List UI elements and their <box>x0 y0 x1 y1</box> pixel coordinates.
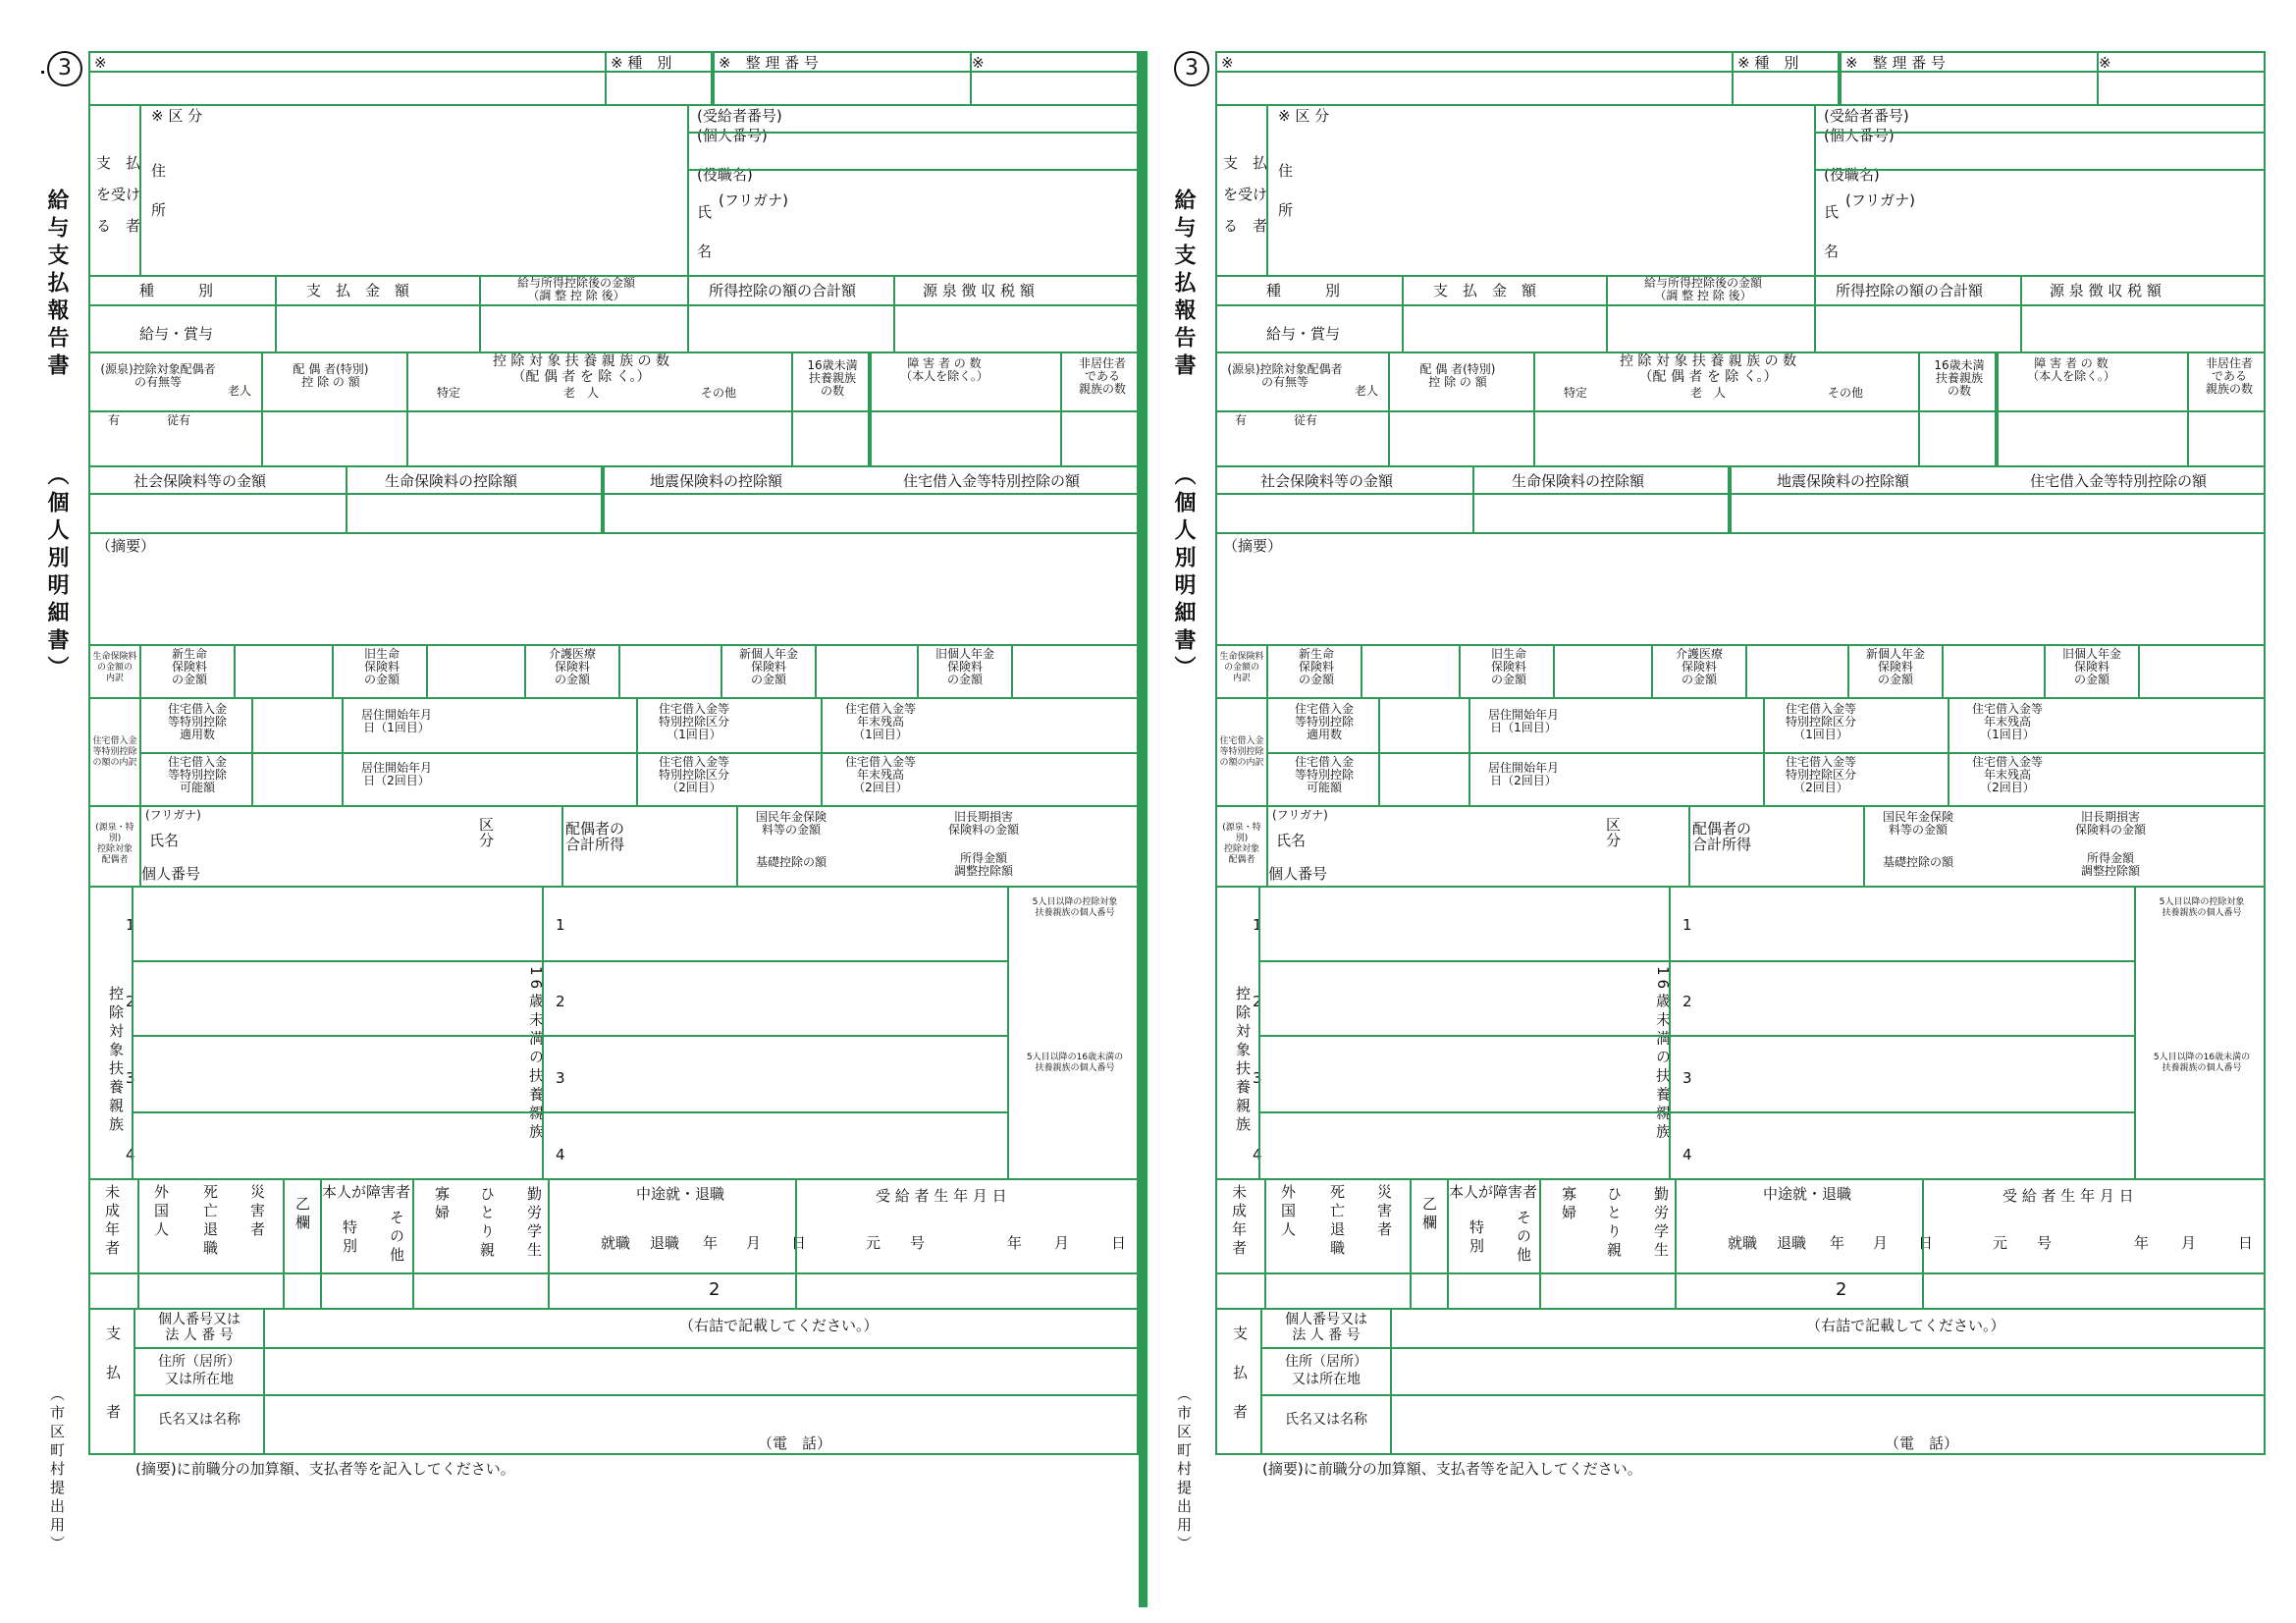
special-spouse-label: 配 偶 者(特別) 控 除 の 額 <box>1419 362 1496 389</box>
birth-month: 月 <box>2181 1234 2197 1252</box>
old-life: 旧生命 保険料 の金額 <box>363 647 400 686</box>
old-life: 旧生命 保険料 の金額 <box>1490 647 1526 686</box>
has-label: 有 <box>107 413 120 427</box>
dependent-no-3: 3 <box>126 1069 135 1087</box>
col-deduction: 所得控除の額の合計額 <box>1836 282 1984 299</box>
dependents-title: 控 除 対 象 扶 養 親 族 の 数 （配 偶 者 を 除 く。） <box>1619 353 1797 385</box>
ref-label: ※ 整 理 番 号 <box>1845 54 1946 72</box>
payer-address: 住所（居所） 又は所在地 <box>158 1354 240 1387</box>
old-label: 老 人 <box>1689 386 1726 400</box>
dependent-no-1: 1 <box>126 916 135 934</box>
dependent-no-4: 4 <box>1253 1146 1262 1163</box>
housing-bal2: 住宅借入金等 年末残高 （2回目） <box>844 755 916 794</box>
receiver-label: 支 払 を受け る 者 <box>1223 154 1268 235</box>
u16-no-2: 2 <box>1682 993 1692 1010</box>
birth-day: 日 <box>2238 1234 2254 1252</box>
follow-label: 従有 <box>166 413 190 427</box>
spouse-detail-label: (源泉・特別) 控除対象 配偶者 <box>95 823 134 865</box>
housing-applicable: 住宅借入金 等特別控除 適用数 <box>167 702 227 741</box>
housing-possible: 住宅借入金 等特別控除 可能額 <box>167 755 227 794</box>
status-student: 勤労学生 <box>525 1186 543 1261</box>
status-disaster: 災害者 <box>1375 1184 1393 1240</box>
spouse-name: 氏名 <box>1276 832 1307 849</box>
note-fifth-dependent: 5人目以降の控除対象 扶養親族の個人番号 <box>1032 897 1118 918</box>
new-pension: 新個人年金 保険料 の金額 <box>738 647 798 686</box>
disabled-label: 障 害 者 の 数 （本人を除く。） <box>900 356 988 383</box>
life-detail-label: 生命保険料 の金額の 内訳 <box>1219 652 1264 683</box>
insurance-social: 社会保険料等の金額 <box>1260 472 1394 490</box>
position-label: (役職名) <box>1824 166 1880 184</box>
has-label: 有 <box>1234 413 1247 427</box>
housing-class2: 住宅借入金等 特別控除区分 （2回目） <box>1785 755 1856 794</box>
status-other: その他 <box>1515 1210 1532 1266</box>
spouse-personal-no: 個人番号 <box>141 865 201 883</box>
housing-start2: 居住開始年月 日（2回目） <box>360 761 432 787</box>
status-month: 月 <box>1873 1234 1889 1252</box>
income-adjust: 所得金額 調整控除額 <box>953 851 1013 878</box>
housing-class1: 住宅借入金等 特別控除区分 （1回目） <box>1785 702 1856 741</box>
payer-number: 個人番号又は 法 人 番 号 <box>1285 1312 1367 1343</box>
dependent-list-left-label: 控除対象扶養親族 <box>107 986 125 1135</box>
recipient-no-label: (受給者番号) <box>1824 107 1909 125</box>
address-label: 住 所 <box>1278 162 1294 219</box>
dependent-no-2: 2 <box>1253 993 1262 1010</box>
position-label: (役職名) <box>697 166 753 184</box>
elder-label: 老人 <box>227 384 251 398</box>
status-birth: 受 給 者 生 年 月 日 <box>876 1187 1007 1205</box>
status-special: 特別 <box>341 1219 358 1257</box>
furigana-label: (フリガナ) <box>719 191 788 209</box>
new-pension: 新個人年金 保険料 の金額 <box>1865 647 1925 686</box>
center-divider <box>1139 51 1148 1607</box>
col-after: 給与所得控除後の金額 （調 整 控 除 後） <box>1643 276 1762 302</box>
birth-year: 年 <box>1007 1234 1023 1252</box>
status-otsu: 乙欄 <box>1420 1196 1438 1233</box>
amounts-block <box>1215 275 2266 353</box>
nonresident-label: 非居住者 である 親族の数 <box>1078 356 1126 396</box>
spouse-furigana: (フリガナ) <box>145 808 201 822</box>
col-tax: 源 泉 徴 収 税 額 <box>2050 282 2162 299</box>
special-spouse-label: 配 偶 者(特別) 控 除 の 額 <box>293 362 369 389</box>
status-widow: 寡婦 <box>433 1186 451 1223</box>
old-pension: 旧個人年金 保険料 の金額 <box>2061 647 2121 686</box>
note-fifth-under16: 5人目以降の16歳未満の 扶養親族の個人番号 <box>1026 1053 1124 1073</box>
elder-label: 老人 <box>1354 384 1378 398</box>
side-title: 給与支払報告書 <box>1171 189 1196 381</box>
u16-no-4: 4 <box>1682 1146 1692 1163</box>
life-detail-label: 生命保険料 の金額の 内訳 <box>92 652 137 683</box>
basic-deduction: 基礎控除の額 <box>755 855 827 869</box>
housing-detail-label: 住宅借入金 等特別控除 の額の内訳 <box>92 736 137 768</box>
side-footer: （市区町村提出用） <box>48 1386 66 1554</box>
mark-end: ※ <box>2099 54 2111 72</box>
basic-deduction: 基礎控除の額 <box>1882 855 1953 869</box>
status-death: 死亡退職 <box>1328 1184 1346 1259</box>
side-subtitle: （個人別明細書） <box>1171 463 1196 683</box>
old-label: 老 人 <box>562 386 599 400</box>
old-long-damage: 旧長期損害 保険料の金額 <box>947 810 1019 837</box>
u16-no-3: 3 <box>1682 1069 1692 1087</box>
mark-end: ※ <box>972 54 985 72</box>
new-life: 新生命 保険料 の金額 <box>1298 647 1334 686</box>
insurance-quake: 地震保険料の控除額 <box>1777 472 1910 490</box>
housing-applicable: 住宅借入金 等特別控除 適用数 <box>1294 702 1354 741</box>
u16-no-3: 3 <box>556 1069 565 1087</box>
status-disabled-self: 本人が障害者 <box>322 1183 411 1201</box>
col-pay: 支 払 金 額 <box>1433 282 1537 299</box>
old-long-damage: 旧長期損害 保険料の金額 <box>2074 810 2146 837</box>
status-year: 年 <box>1830 1234 1845 1252</box>
status-otsu: 乙欄 <box>294 1196 311 1233</box>
payer-phone: （電 話） <box>1885 1434 1959 1452</box>
payer-number-note: （右詰で記載してください。） <box>1806 1317 2005 1334</box>
housing-bal1: 住宅借入金等 年末残高 （1回目） <box>844 702 916 741</box>
form-copy-right <box>1171 51 2266 1578</box>
follow-label: 従有 <box>1293 413 1317 427</box>
mark-prefix: ※ <box>1221 54 1234 72</box>
col-kind: 種 別 <box>1266 282 1341 299</box>
under16-label: 16歳未満 扶養親族 の数 <box>1934 358 1985 398</box>
dependent-list-mid-label: 16歳未満の扶養親族 <box>1654 966 1672 1143</box>
disabled-label: 障 害 者 の 数 （本人を除く。） <box>2027 356 2115 383</box>
remarks-label: （摘要） <box>96 537 156 555</box>
nonresident-label: 非居住者 である 親族の数 <box>2205 356 2253 396</box>
status-hire: 就職 <box>601 1234 631 1252</box>
status-foreign: 外国人 <box>152 1184 170 1240</box>
name-label: 氏 名 <box>697 203 713 260</box>
status-midterm: 中途就・退職 <box>1763 1185 1852 1203</box>
old-pension: 旧個人年金 保険料 の金額 <box>934 647 994 686</box>
spouse-category: 区 分 <box>479 816 495 849</box>
status-death: 死亡退職 <box>201 1184 219 1259</box>
payer-label: 支 払 者 <box>106 1325 122 1421</box>
recipient-no-label: (受給者番号) <box>697 107 782 125</box>
dependent-no-2: 2 <box>126 993 135 1010</box>
birth-month: 月 <box>1054 1234 1070 1252</box>
remarks-block <box>1215 532 2266 646</box>
payer-address: 住所（居所） 又は所在地 <box>1285 1354 1367 1387</box>
income-adjust: 所得金額 調整控除額 <box>2080 851 2140 878</box>
type-label: ※ 種 別 <box>1737 54 1799 72</box>
housing-detail-label: 住宅借入金 等特別控除 の額の内訳 <box>1219 736 1264 768</box>
dependent-no-4: 4 <box>126 1146 135 1163</box>
insurance-quake: 地震保険料の控除額 <box>650 472 783 490</box>
note-fifth-dependent: 5人目以降の控除対象 扶養親族の個人番号 <box>2159 897 2245 918</box>
housing-start2: 居住開始年月 日（2回目） <box>1487 761 1559 787</box>
status-year: 年 <box>703 1234 719 1252</box>
new-life: 新生命 保険料 の金額 <box>171 647 207 686</box>
copy-number-circle: 3 <box>47 51 82 86</box>
payer-label: 支 払 者 <box>1233 1325 1249 1421</box>
note-fifth-under16: 5人目以降の16歳未満の 扶養親族の個人番号 <box>2153 1053 2251 1073</box>
form-copy-left <box>44 51 1139 1578</box>
status-student: 勤労学生 <box>1652 1186 1670 1261</box>
payer-number-note: （右詰で記載してください。） <box>679 1317 879 1334</box>
status-retire: 退職 <box>650 1234 680 1252</box>
spouse-detail-label: (源泉・特別) 控除対象 配偶者 <box>1222 823 1261 865</box>
housing-class2: 住宅借入金等 特別控除区分 （2回目） <box>658 755 729 794</box>
dependent-no-3: 3 <box>1253 1069 1262 1087</box>
side-footer: （市区町村提出用） <box>1175 1386 1193 1554</box>
dependent-no-1: 1 <box>1253 916 1262 934</box>
u16-no-1: 1 <box>1682 916 1692 934</box>
status-minor: 未成年者 <box>1230 1184 1248 1259</box>
row-kind: 給与・賞与 <box>1266 325 1341 343</box>
ref-label: ※ 整 理 番 号 <box>719 54 819 72</box>
era-value: 2 <box>1836 1279 1847 1300</box>
personal-no-label: (個人番号) <box>1824 127 1895 144</box>
payer-number: 個人番号又は 法 人 番 号 <box>158 1312 240 1343</box>
status-special: 特別 <box>1468 1219 1485 1257</box>
status-other: その他 <box>388 1210 405 1266</box>
housing-bal2: 住宅借入金等 年末残高 （2回目） <box>1971 755 2043 794</box>
under16-label: 16歳未満 扶養親族 の数 <box>807 358 858 398</box>
status-era: 元 号 <box>1993 1234 2053 1252</box>
spouse-category: 区 分 <box>1606 816 1622 849</box>
col-pay: 支 払 金 額 <box>306 282 410 299</box>
status-birth: 受 給 者 生 年 月 日 <box>2002 1187 2134 1205</box>
other-label: その他 <box>700 386 736 400</box>
other-label: その他 <box>1827 386 1863 400</box>
remarks-label: （摘要） <box>1223 537 1283 555</box>
status-day: 日 <box>1918 1234 1934 1252</box>
personal-no-label: (個人番号) <box>697 127 768 144</box>
address-label: 住 所 <box>151 162 167 219</box>
payer-phone: （電 話） <box>758 1434 832 1452</box>
housing-start1: 居住開始年月 日（1回目） <box>1487 708 1559 734</box>
status-widow: 寡婦 <box>1560 1186 1577 1223</box>
spouse-personal-no: 個人番号 <box>1268 865 1328 883</box>
dependents-title: 控 除 対 象 扶 養 親 族 の 数 （配 偶 者 を 除 く。） <box>492 353 670 385</box>
footnote: (摘要)に前職分の加算額、支払者等を記入してください。 <box>135 1460 515 1478</box>
status-hire: 就職 <box>1728 1234 1758 1252</box>
status-midterm: 中途就・退職 <box>636 1185 725 1203</box>
u16-no-1: 1 <box>556 916 565 934</box>
status-disaster: 災害者 <box>248 1184 266 1240</box>
status-minor: 未成年者 <box>103 1184 121 1259</box>
footnote: (摘要)に前職分の加算額、支払者等を記入してください。 <box>1262 1460 1642 1478</box>
insurance-social: 社会保険料等の金額 <box>133 472 267 490</box>
status-disabled-self: 本人が障害者 <box>1449 1183 1538 1201</box>
spouse-furigana: (フリガナ) <box>1272 808 1328 822</box>
spouse-name: 氏名 <box>149 832 180 849</box>
category-label: ※ 区 分 <box>1278 107 1330 125</box>
mark-prefix: ※ <box>94 54 107 72</box>
name-label: 氏 名 <box>1824 203 1840 260</box>
insurance-life: 生命保険料の控除額 <box>1512 472 1645 490</box>
copy-number-circle: 3 <box>1174 51 1209 86</box>
status-era: 元 号 <box>866 1234 926 1252</box>
birth-day: 日 <box>1111 1234 1127 1252</box>
receiver-label: 支 払 を受け る 者 <box>96 154 141 235</box>
insurance-housing: 住宅借入金等特別控除の額 <box>2030 472 2208 490</box>
amounts-block <box>88 275 1139 353</box>
insurance-housing: 住宅借入金等特別控除の額 <box>903 472 1081 490</box>
housing-possible: 住宅借入金 等特別控除 可能額 <box>1294 755 1354 794</box>
dependent-list-mid-label: 16歳未満の扶養親族 <box>527 966 545 1143</box>
birth-year: 年 <box>2134 1234 2150 1252</box>
spouse-label: (源泉)控除対象配偶者 の有無等 <box>1227 362 1343 389</box>
spouse-income: 配偶者の 合計所得 <box>565 820 625 853</box>
housing-start1: 居住開始年月 日（1回目） <box>360 708 432 734</box>
specific-label: 特定 <box>1563 386 1587 400</box>
col-tax: 源 泉 徴 収 税 額 <box>923 282 1035 299</box>
status-foreign: 外国人 <box>1279 1184 1297 1240</box>
status-day: 日 <box>791 1234 807 1252</box>
col-kind: 種 別 <box>139 282 214 299</box>
insurance-life: 生命保険料の控除額 <box>385 472 518 490</box>
furigana-label: (フリガナ) <box>1845 191 1915 209</box>
status-single: ひとり親 <box>1605 1186 1623 1261</box>
u16-no-2: 2 <box>556 993 565 1010</box>
status-single: ひとり親 <box>478 1186 496 1261</box>
pension-amount: 国民年金保険 料等の金額 <box>1882 810 1953 837</box>
type-label: ※ 種 別 <box>611 54 672 72</box>
era-value: 2 <box>709 1279 721 1300</box>
u16-no-4: 4 <box>556 1146 565 1163</box>
col-deduction: 所得控除の額の合計額 <box>709 282 857 299</box>
side-title: 給与支払報告書 <box>44 189 69 381</box>
spouse-label: (源泉)控除対象配偶者 の有無等 <box>100 362 216 389</box>
category-label: ※ 区 分 <box>151 107 203 125</box>
housing-class1: 住宅借入金等 特別控除区分 （1回目） <box>658 702 729 741</box>
col-after: 給与所得控除後の金額 （調 整 控 除 後） <box>516 276 635 302</box>
row-kind: 給与・賞与 <box>139 325 214 343</box>
care-insurance: 介護医療 保険料 の金額 <box>1675 647 1723 686</box>
spouse-income: 配偶者の 合計所得 <box>1692 820 1752 853</box>
dependent-list-left-label: 控除対象扶養親族 <box>1234 986 1252 1135</box>
payer-name: 氏名又は名称 <box>158 1412 240 1428</box>
side-subtitle: （個人別明細書） <box>44 463 69 683</box>
care-insurance: 介護医療 保険料 の金額 <box>548 647 596 686</box>
status-month: 月 <box>746 1234 762 1252</box>
remarks-block <box>88 532 1139 646</box>
pension-amount: 国民年金保険 料等の金額 <box>755 810 827 837</box>
housing-bal1: 住宅借入金等 年末残高 （1回目） <box>1971 702 2043 741</box>
specific-label: 特定 <box>436 386 460 400</box>
status-retire: 退職 <box>1777 1234 1807 1252</box>
speck <box>41 71 44 74</box>
payer-name: 氏名又は名称 <box>1285 1412 1367 1428</box>
